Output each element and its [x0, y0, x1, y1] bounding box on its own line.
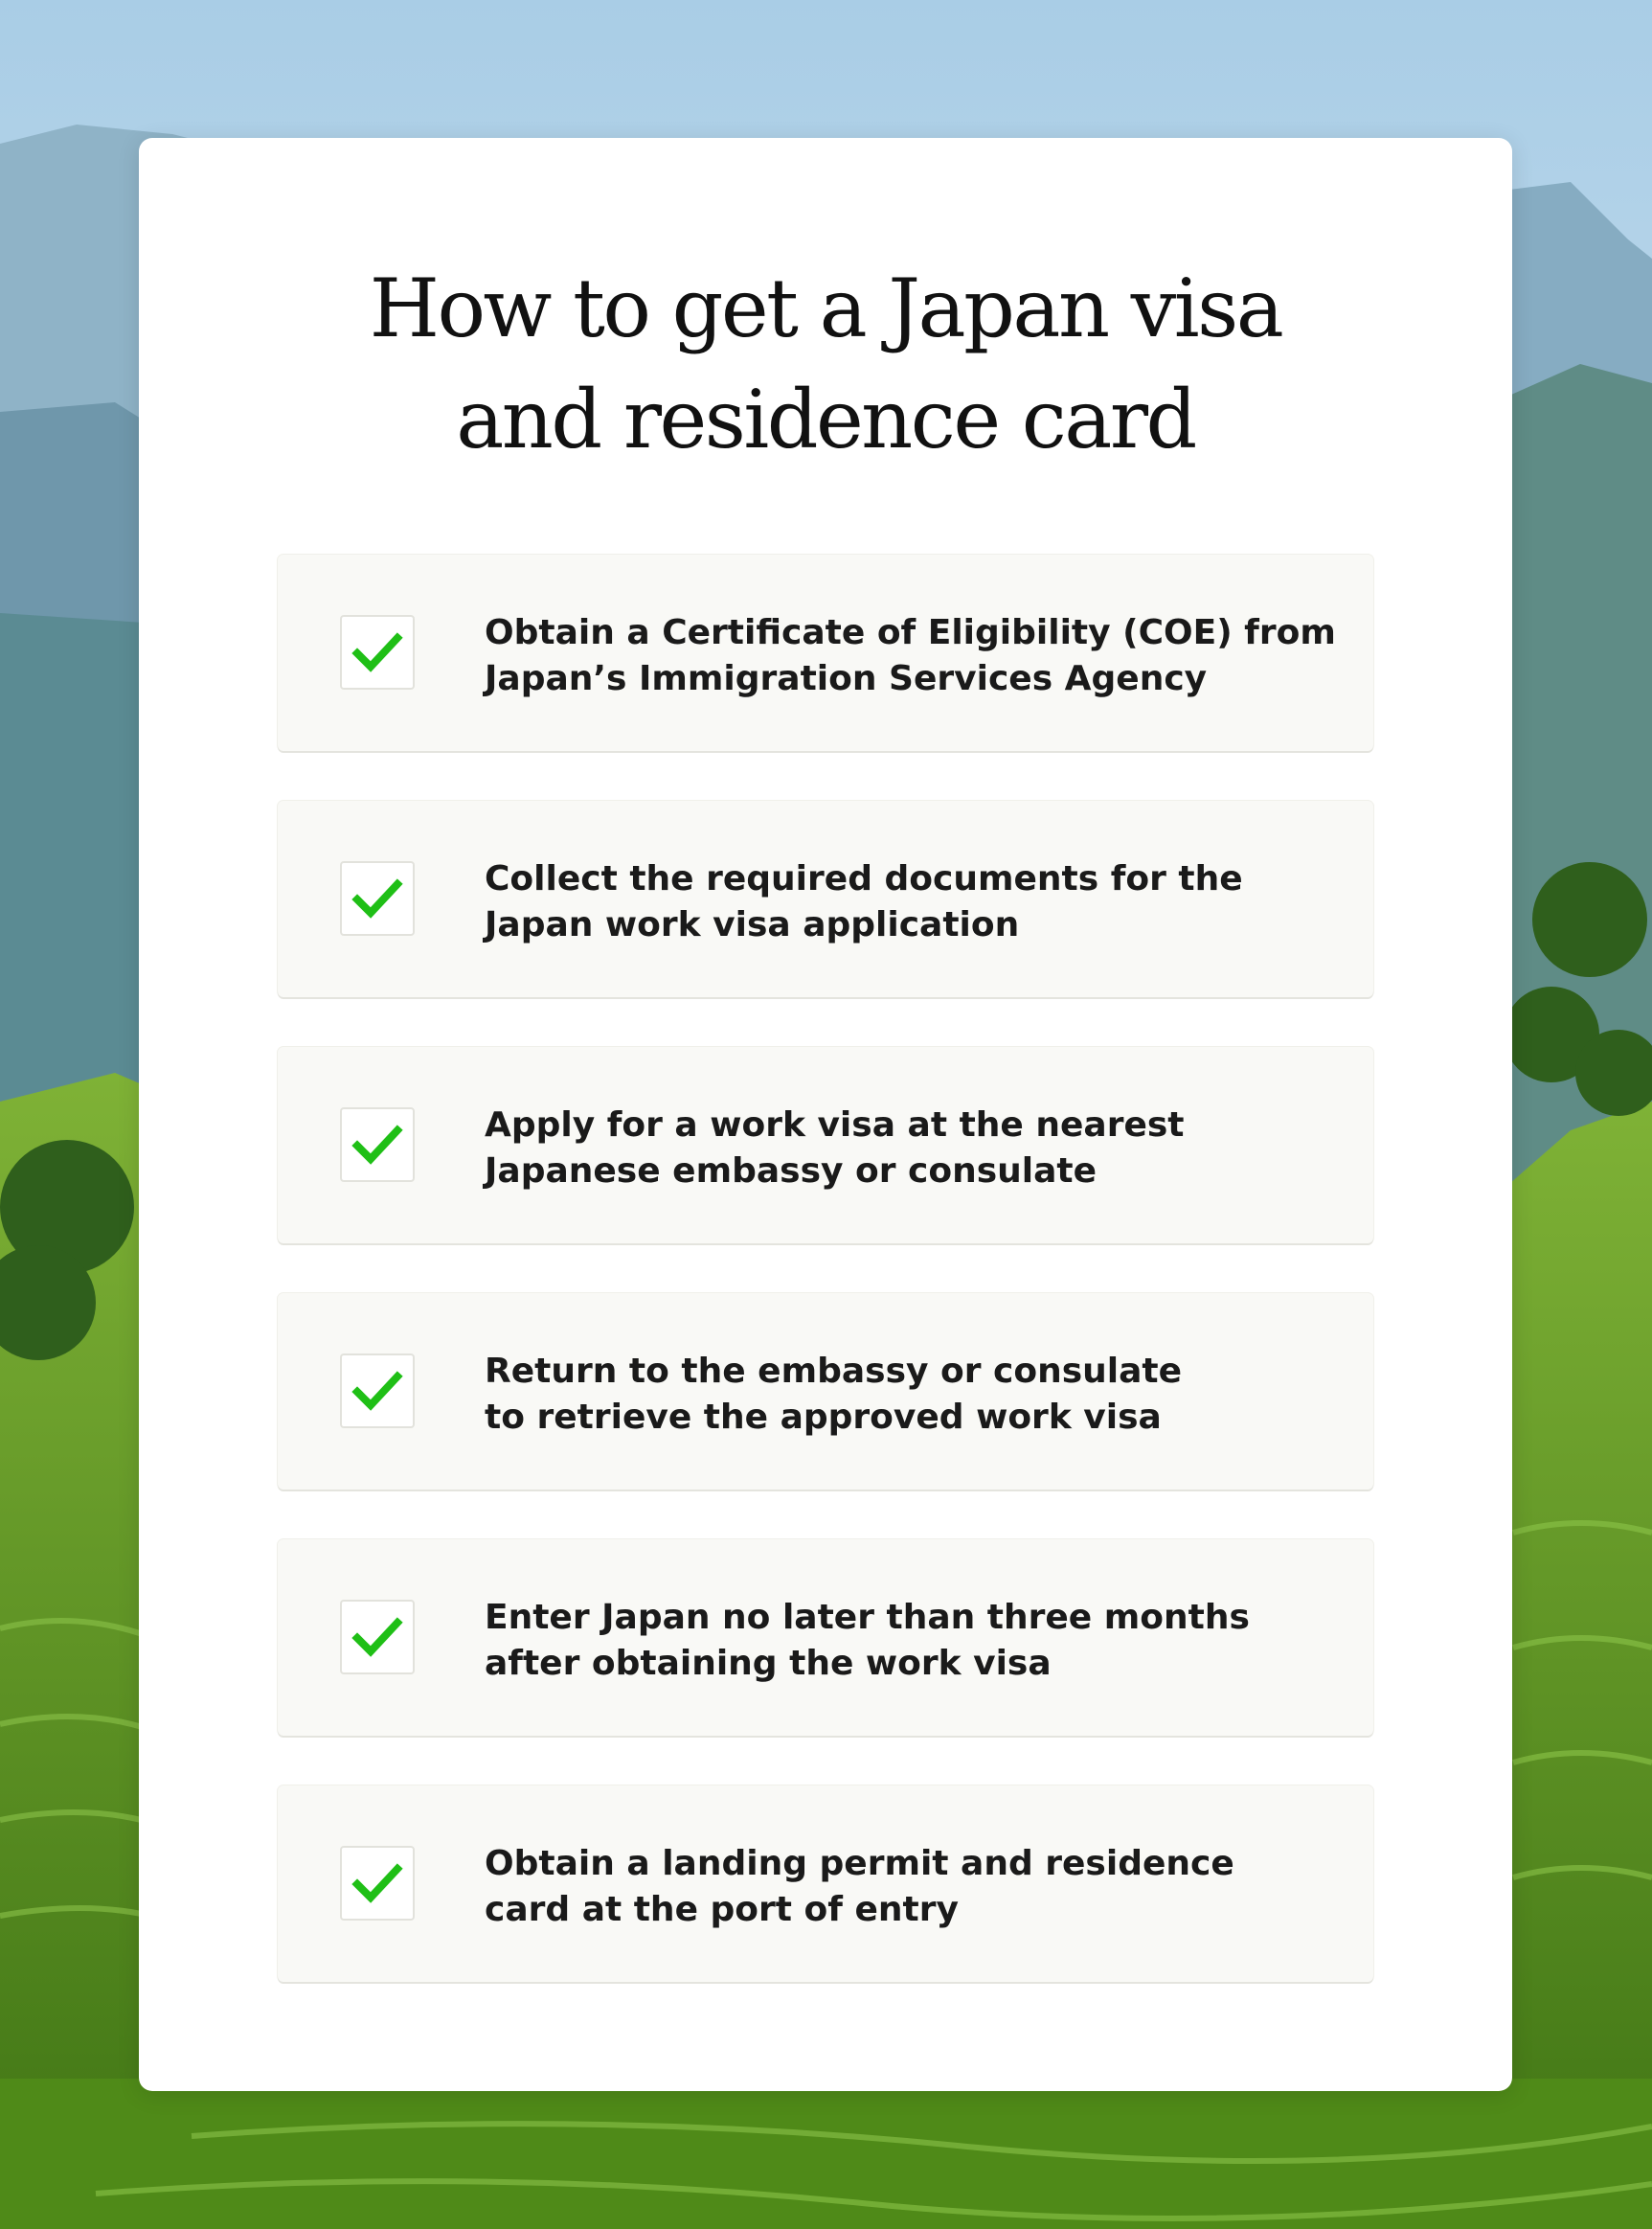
checklist-item-line-2: after obtaining the work visa [485, 1644, 1052, 1683]
title-line-2: and residence card [456, 373, 1195, 466]
checklist-item [278, 555, 1373, 751]
checkbox [340, 1846, 415, 1921]
checkmark-icon [351, 1859, 405, 1907]
checklist-item-line-2: card at the port of entry [485, 1890, 959, 1929]
checklist-item-text [485, 1103, 1346, 1194]
checklist-item [278, 1293, 1373, 1490]
checklist-item-line-2: Japanese embassy or consulate [485, 1151, 1098, 1191]
checklist-item-line-2: Japan work visa application [485, 905, 1020, 944]
checkmark-icon [351, 875, 405, 922]
checklist [278, 555, 1373, 2032]
checklist-item [278, 1785, 1373, 1982]
checklist-item [278, 1539, 1373, 1736]
checklist-item [278, 1047, 1373, 1243]
info-card [139, 138, 1512, 2091]
checklist-item-line-1: Return to the embassy or consulate [485, 1352, 1183, 1391]
checklist-item-text [485, 856, 1346, 948]
page-title [139, 253, 1512, 475]
checklist-item-line-2: to retrieve the approved work visa [485, 1398, 1162, 1437]
checkmark-icon [351, 1121, 405, 1169]
checklist-item-line-1: Enter Japan no later than three months [485, 1598, 1250, 1637]
checklist-item-line-1: Apply for a work visa at the nearest [485, 1105, 1185, 1145]
checkmark-icon [351, 628, 405, 676]
checkmark-icon [351, 1613, 405, 1661]
checkbox [340, 861, 415, 936]
checklist-item [278, 801, 1373, 997]
checklist-item-line-1: Collect the required documents for the [485, 859, 1243, 898]
checklist-item-line-2: Japan’s Immigration Services Agency [485, 659, 1208, 698]
checkbox [340, 1353, 415, 1428]
title-line-1: How to get a Japan visa [369, 262, 1282, 355]
checkbox [340, 615, 415, 690]
checklist-item-text [485, 610, 1346, 702]
checklist-item-line-1: Obtain a Certificate of Eligibility (COE) from [485, 613, 1336, 652]
checkmark-icon [351, 1367, 405, 1415]
checklist-item-line-1: Obtain a landing permit and residence [485, 1844, 1234, 1883]
checkbox [340, 1107, 415, 1182]
checklist-item-text [485, 1349, 1346, 1441]
checklist-item-text [485, 1841, 1346, 1933]
checkbox [340, 1600, 415, 1674]
checklist-item-text [485, 1595, 1346, 1687]
